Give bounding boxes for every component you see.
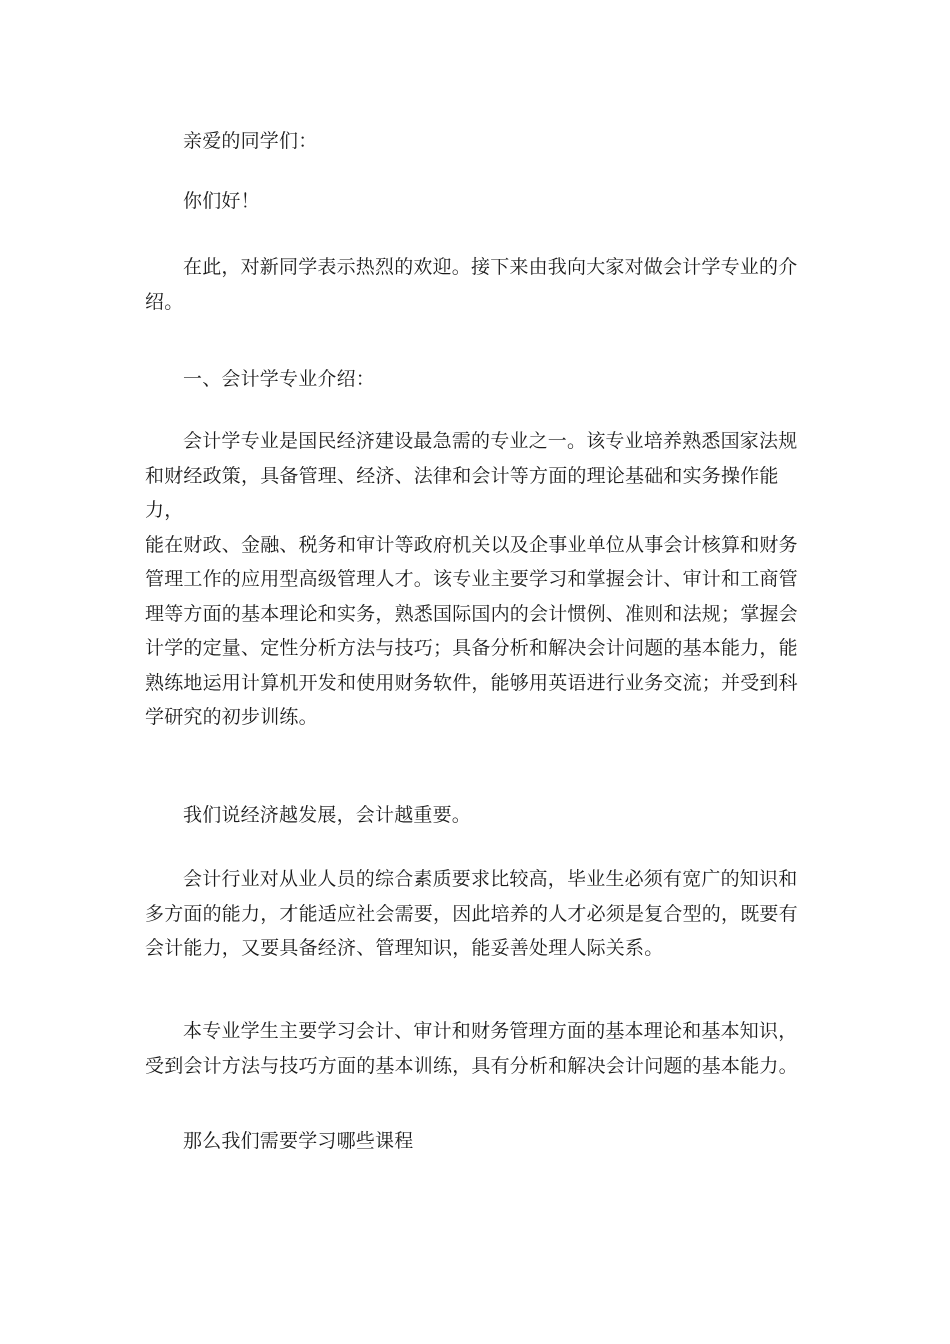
economy-paragraph: [145, 798, 810, 833]
study-line-1: 本专业学生主要学习会计、审计和财务管理方面的基本理论和基本知识，: [183, 1020, 798, 1042]
welcome-paragraph: [145, 250, 810, 319]
courses-question-text: 那么我们需要学习哪些课程: [183, 1130, 414, 1152]
intro-line-6: 计学的定量、定性分析方法与技巧；具备分析和解决会计问题的基本能力，能: [145, 637, 798, 659]
intro-line-5: 理等方面的基本理论和实务，熟悉国际国内的会计惯例、准则和法规；掌握会: [145, 602, 798, 625]
requirements-line-2: 多方面的能力，才能适应社会需要，因此培养的人才必须是复合型的，既要有: [145, 902, 798, 925]
section-heading: [145, 362, 810, 397]
requirements-paragraph: [145, 862, 810, 966]
welcome-line-1: 在此，对新同学表示热烈的欢迎。接下来由我向大家对做会计学专业的介: [183, 256, 798, 278]
requirements-line-3: 会计能力，又要具备经济、管理知识，能妥善处理人际关系。: [145, 937, 664, 959]
requirements-line-1: 会计行业对从业人员的综合素质要求比较高，毕业生必须有宽广的知识和: [183, 868, 798, 890]
intro-line-7: 熟练地运用计算机开发和使用财务软件，能够用英语进行业务交流；并受到科: [145, 671, 798, 694]
intro-line-1: 会计学专业是国民经济建设最急需的专业之一。该专业培养熟悉国家法规: [183, 430, 798, 452]
intro-line-8: 学研究的初步训练。: [145, 706, 318, 728]
hello-text: 你们好！: [183, 190, 260, 212]
study-line-2: 受到会计方法与技巧方面的基本训练，具有分析和解决会计问题的基本能力。: [145, 1054, 798, 1077]
intro-line-3: 能在财政、金融、税务和审计等政府机关以及企事业单位从事会计核算和财务: [145, 533, 798, 556]
courses-question-paragraph: [145, 1124, 810, 1159]
section-heading-text: 一、会计学专业介绍：: [183, 368, 376, 390]
welcome-line-2: 绍。: [145, 290, 184, 313]
greeting-paragraph: [145, 124, 810, 159]
intro-line-4: 管理工作的应用型高级管理人才。该专业主要学习和掌握会计、审计和工商管: [145, 568, 798, 590]
study-paragraph: [145, 1014, 810, 1083]
intro-line-2: 和财经政策，具备管理、经济、法律和会计等方面的理论基础和实务操作能力，: [145, 464, 779, 521]
greeting-text: 亲爱的同学们：: [183, 130, 318, 152]
intro-paragraph: [145, 424, 810, 735]
hello-paragraph: [145, 184, 810, 219]
economy-text: 我们说经济越发展，会计越重要。: [183, 804, 472, 826]
